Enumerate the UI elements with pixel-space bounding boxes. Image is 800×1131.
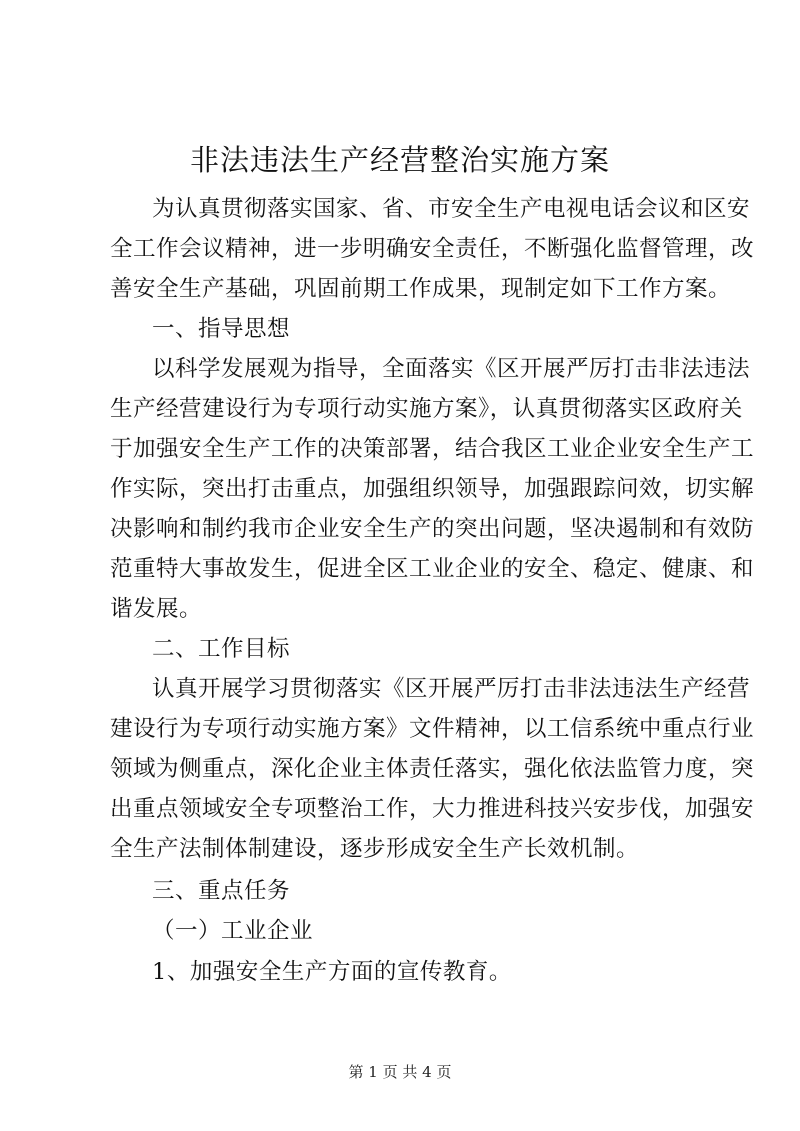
body-line: 范重特大事故发生，促进全区工业企业的安全、稳定、健康、和: [110, 556, 755, 582]
body-line: 1、加强安全生产方面的宣传教育。: [152, 959, 512, 985]
body-line: 认真开展学习贯彻落实《区开展严厉打击非法违法生产经营: [152, 676, 751, 702]
body-line: 生产经营建设行为专项行动实施方案》，认真贯彻落实区政府关: [110, 396, 743, 422]
section-heading: 二、工作目标: [152, 636, 291, 662]
page-footer: 第 1 页 共 4 页: [348, 1063, 452, 1081]
subsection-heading: （一）工业企业: [152, 918, 314, 944]
section-heading: 一、指导思想: [152, 316, 291, 342]
section-heading: 三、重点任务: [152, 878, 291, 904]
body-line: 为认真贯彻落实国家、省、市安全生产电视电话会议和区安: [152, 196, 751, 222]
body-line: 领域为侧重点，深化企业主体责任落实，强化依法监管力度，突: [110, 756, 755, 782]
body-line: 决影响和制约我市企业安全生产的突出问题，坚决遏制和有效防: [110, 516, 755, 542]
body-line: 作实际，突出打击重点，加强组织领导，加强跟踪问效，切实解: [110, 476, 755, 502]
document-title: 非法违法生产经营整治实施方案: [189, 143, 610, 177]
body-line: 建设行为专项行动实施方案》文件精神，以工信系统中重点行业: [110, 716, 755, 742]
body-line: 于加强安全生产工作的决策部署，结合我区工业企业安全生产工: [110, 436, 755, 462]
body-line: 善安全生产基础，巩固前期工作成果，现制定如下工作方案。: [110, 276, 732, 302]
body-line: 全工作会议精神，进一步明确安全责任，不断强化监督管理，改: [110, 236, 755, 262]
body-line: 谐发展。: [110, 596, 203, 622]
body-line: 全生产法制体制建设，逐步形成安全生产长效机制。: [110, 836, 640, 862]
body-line: 出重点领域安全专项整治工作，大力推进科技兴安步伐，加强安: [110, 796, 755, 822]
body-line: 以科学发展观为指导，全面落实《区开展严厉打击非法违法: [152, 356, 751, 382]
